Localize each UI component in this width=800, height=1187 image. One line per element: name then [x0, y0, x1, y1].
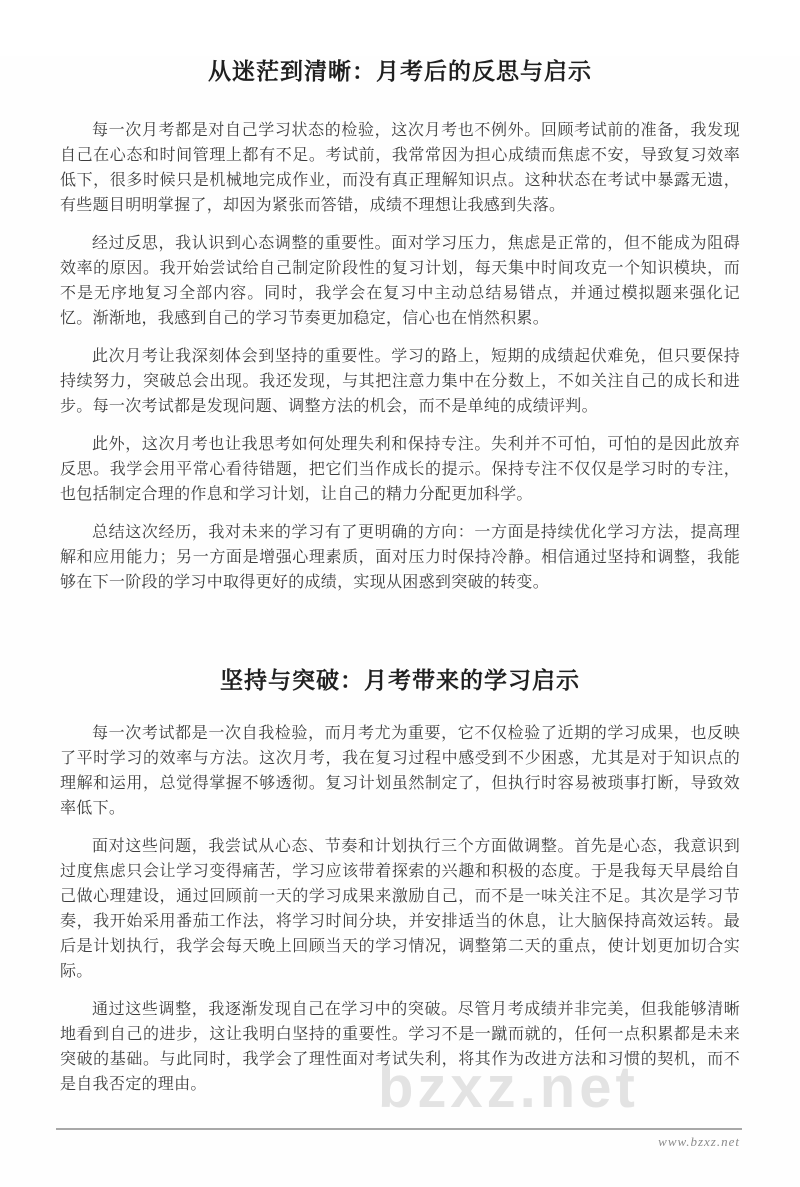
essay-1-title: 从迷茫到清晰：月考后的反思与启示	[208, 58, 592, 84]
footer-site-url: www.bzxz.net	[658, 1134, 740, 1149]
essay-1	[60, 56, 740, 595]
essay-paragraph: 每一次考试都是一次自我检验，而月考尤为重要，它不仅检验了近期的学习成果，也反映了平时学习的效率与方法。这次月考，我在复习过程中感受到不少困惑，尤其是对于知识点的理解和运用，总觉得掌握不够透彻。复习计划虽然制定了，但执行时容易被琐事打断，导致效率低下。	[60, 725, 740, 817]
essay-paragraph: 面对这些问题，我尝试从心态、节奏和计划执行三个方面做调整。首先是心态，我意识到过度焦虑只会让学习变得痛苦，学习应该带着探索的兴趣和积极的态度。于是我每天早晨给自己做心理建设，通过回顾前一天的学习成果来激励自己，而不是一味关注不足。其次是学习节奏，我开始采用番茄工作法，将学习时间分块，并安排适当的休息，让大脑保持高效运转。最后是计划执行，我学会每天晚上回顾当天的学习情况，调整第二天的重点，使计划更加切合实际。	[60, 838, 740, 980]
essay-paragraph: 经过反思，我认识到心态调整的重要性。面对学习压力，焦虑是正常的，但不能成为阻碍效率的原因。我开始尝试给自己制定阶段性的复习计划，每天集中时间攻克一个知识模块，而不是无序地复习全部内容。同时，我学会在复习中主动总结易错点，并通过模拟题来强化记忆。渐渐地，我感到自己的学习节奏更加稳定，信心也在悄然积累。	[60, 235, 740, 327]
essay-2-body	[60, 721, 740, 1097]
essay-paragraph: 通过这些调整，我逐渐发现自己在学习中的突破。尽管月考成绩并非完美，但我能够清晰地看到自己的进步，这让我明白坚持的重要性。学习不是一蹴而就的，任何一点积累都是未来突破的基础。与此同时，我学会了理性面对考试失利，将其作为改进方法和习惯的契机，而不是自我否定的理由。	[60, 1001, 740, 1093]
footer-divider	[56, 1128, 742, 1130]
essay-1-body	[60, 118, 740, 595]
essay-paragraph: 每一次月考都是对自己学习状态的检验，这次月考也不例外。回顾考试前的准备，我发现自己在心态和时间管理上都有不足。考试前，我常常因为担心成绩而焦虑不安，导致复习效率低下，很多时候只是机械地完成作业，而没有真正理解知识点。这种状态在考试中暴露无遗，有些题目明明掌握了，却因为紧张而答错，成绩不理想让我感到失落。	[60, 122, 740, 214]
watermark-text: bzxz.net	[378, 1055, 639, 1120]
page-content	[0, 56, 800, 1097]
essay-paragraph: 此外，这次月考也让我思考如何处理失利和保持专注。失利并不可怕，可怕的是因此放弃反思。我学会用平常心看待错题，把它们当作成长的提示。保持专注不仅仅是学习时的专注，也包括制定合理的作息和学习计划，让自己的精力分配更加科学。	[60, 436, 740, 503]
essay-2-title: 坚持与突破：月考带来的学习启示	[220, 667, 580, 693]
essay-paragraph: 此次月考让我深刻体会到坚持的重要性。学习的路上，短期的成绩起伏难免，但只要保持持续努力，突破总会出现。我还发现，与其把注意力集中在分数上，不如关注自己的成长和进步。每一次考试都是发现问题、调整方法的机会，而不是单纯的成绩评判。	[60, 348, 740, 415]
document-page	[0, 56, 800, 1187]
essay-paragraph: 总结这次经历，我对未来的学习有了更明确的方向：一方面是持续优化学习方法，提高理解和应用能力；另一方面是增强心理素质，面对压力时保持冷静。相信通过坚持和调整，我能够在下一阶段的学习中取得更好的成绩，实现从困惑到突破的转变。	[60, 524, 740, 591]
essay-2	[60, 665, 740, 1097]
